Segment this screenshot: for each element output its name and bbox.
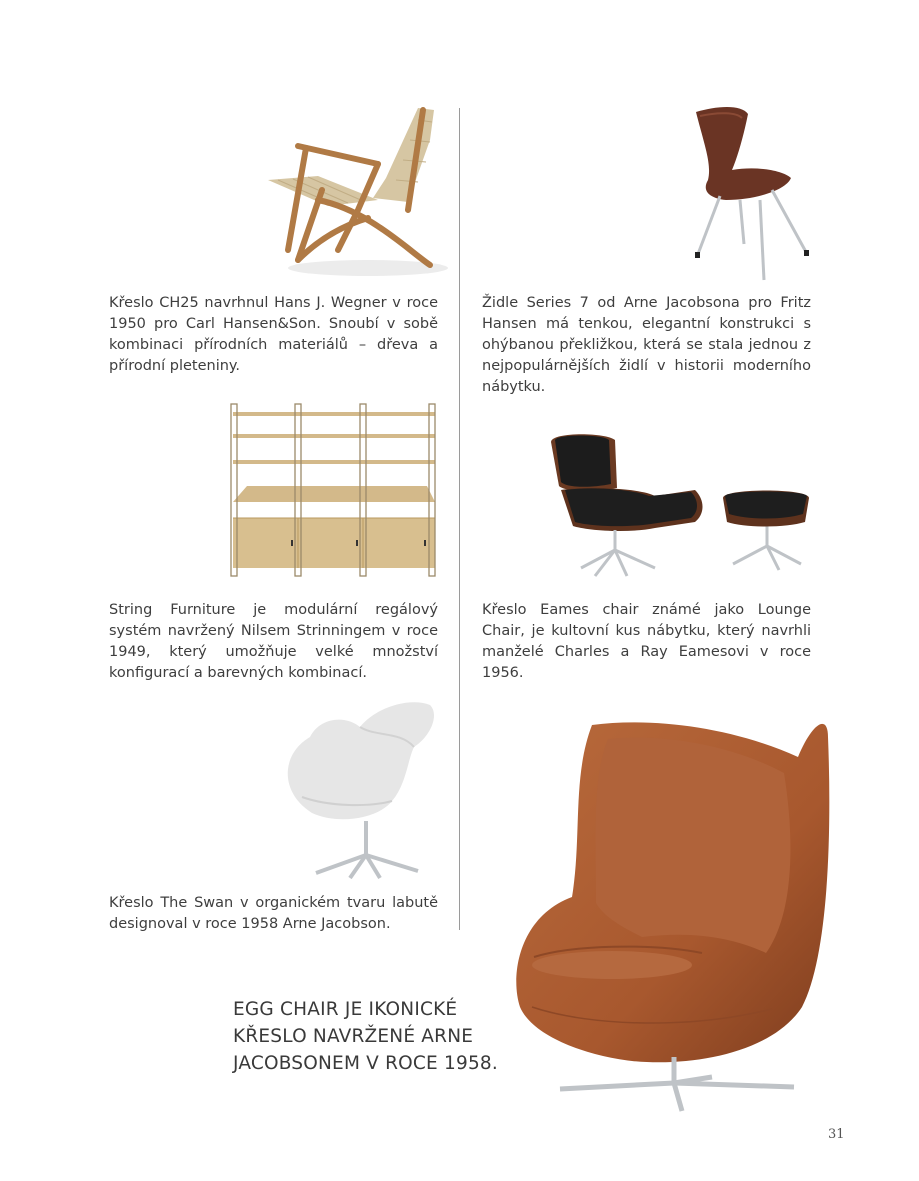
ch25-caption: Křeslo CH25 navrhnul Hans J. Wegner v roce 1950 pro Carl Hansen&Son. Snoubí v sobě kombinaci přírodních materiálů – dřeva a přírodní pleteniny. [109, 295, 438, 374]
string-shelf-image [229, 402, 439, 580]
swan-caption: Křeslo The Swan v organickém tvaru labutě designoval v roce 1958 Arne Jacobson. [109, 895, 438, 932]
column-divider [459, 108, 460, 930]
ch25-chair-image [258, 100, 448, 280]
egg-chair-image [512, 717, 832, 1117]
series7-chair-image [686, 104, 816, 284]
page-number: 31 [828, 1127, 845, 1142]
swan-chair-image [280, 697, 442, 880]
eames-caption: Křeslo Eames chair známé jako Lounge Chair, je kultovní kus nábytku, který navrhli manželé Charles a Ray Eamesovi v roce 1956. [482, 602, 811, 681]
string-caption: String Furniture je modulární regálový systém navržený Nilsem Strinningem v roce 1949, který umožňuje velké množství konfigurací a barevných kombinací. [109, 602, 438, 681]
eames-chair-image [545, 430, 815, 582]
pull-quote: EGG CHAIR JE IKONICKÉ KŘESLO NAVRŽENÉ ARNE JACOBSONEM V ROCE 1958. [233, 999, 498, 1074]
series7-caption: Židle Series 7 od Arne Jacobsona pro Fritz Hansen má tenkou, elegantní konstrukci s ohýbanou překližkou, která se stala jednou z nejpopulárnějších židlí v historii moderního nábytku. [482, 295, 811, 395]
